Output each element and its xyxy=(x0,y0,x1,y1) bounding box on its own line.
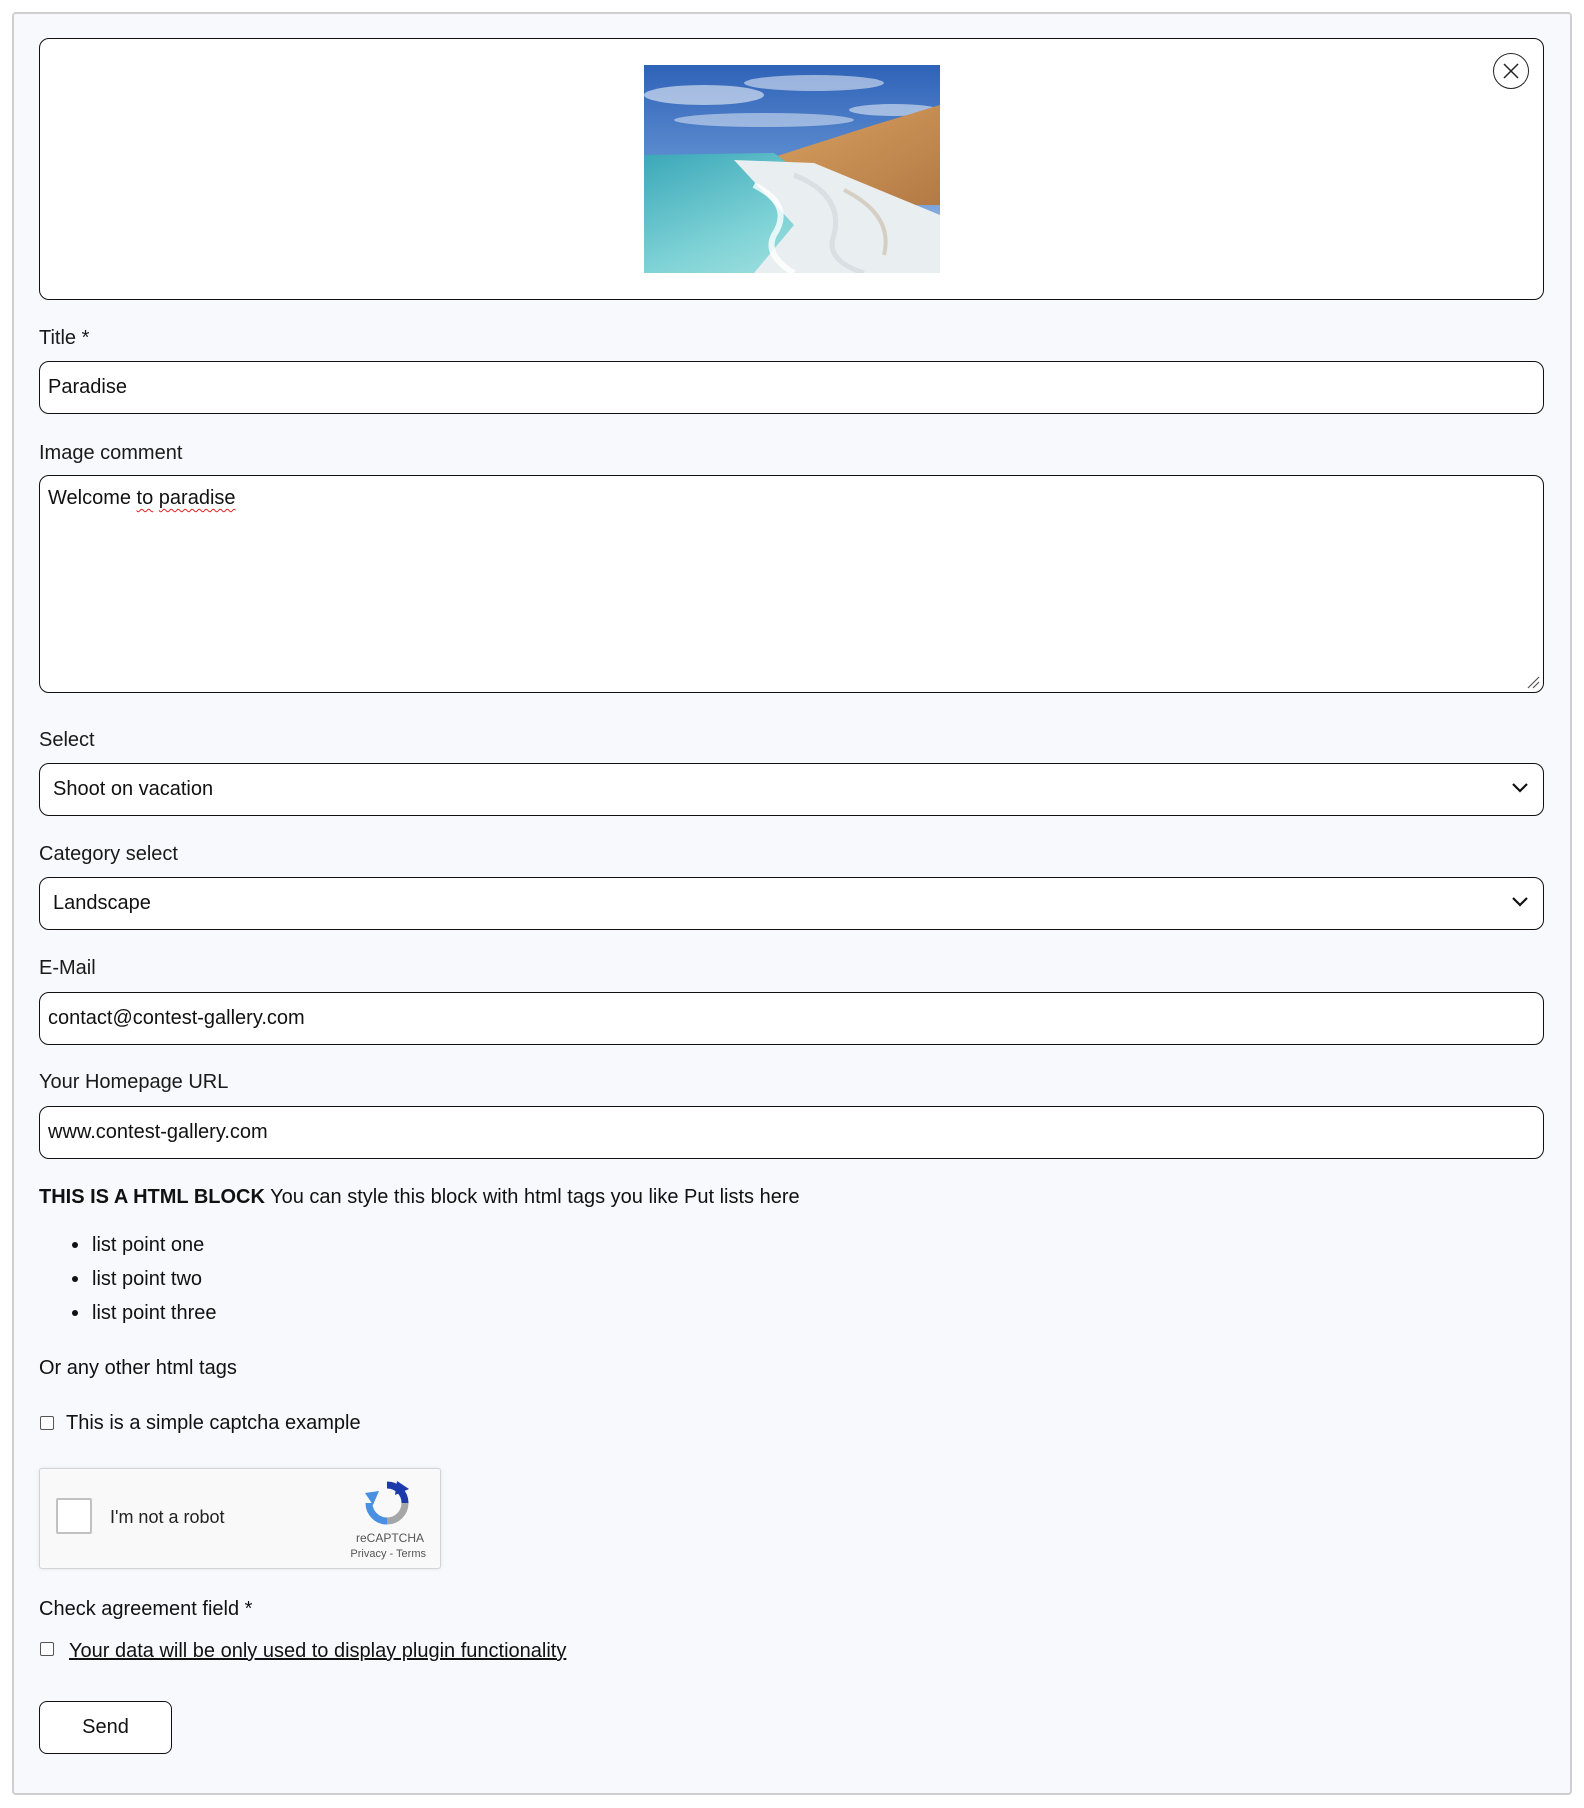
category-select-value: Landscape xyxy=(53,892,151,914)
title-input[interactable]: Paradise xyxy=(39,361,1544,414)
select-value: Shoot on vacation xyxy=(53,778,214,800)
html-block-text: You can style this block with html tags you like Put lists here xyxy=(264,1186,800,1208)
beach-photo xyxy=(644,65,940,273)
simple-captcha-label: This is a simple captcha example xyxy=(66,1412,361,1434)
recaptcha-privacy-terms[interactable]: Privacy - Terms xyxy=(350,1548,426,1560)
recaptcha-widget xyxy=(39,1468,441,1569)
recaptcha-checkbox[interactable] xyxy=(56,1498,92,1534)
comment-text-flagged-word: to xyxy=(136,487,154,509)
html-block-intro xyxy=(39,1185,800,1209)
title-label: Title * xyxy=(39,327,90,349)
list-item: list point one xyxy=(39,1233,217,1267)
image-upload-area[interactable] xyxy=(39,38,1544,300)
email-label: E-Mail xyxy=(39,957,96,979)
agreement-link[interactable]: Your data will be only used to display plugin functionality xyxy=(69,1640,567,1662)
homepage-url-input[interactable]: www.contest-gallery.com xyxy=(39,1106,1544,1159)
image-comment-label: Image comment xyxy=(39,442,183,464)
html-block-heading: THIS IS A HTML BLOCK xyxy=(39,1186,265,1208)
select-dropdown[interactable] xyxy=(39,763,1544,816)
agreement-label: Check agreement field * xyxy=(39,1598,253,1620)
select-label: Select xyxy=(39,729,95,751)
recaptcha-label: I'm not a robot xyxy=(110,1507,225,1527)
email-input[interactable]: contact@contest-gallery.com xyxy=(39,992,1544,1045)
resize-grip-icon[interactable] xyxy=(1526,675,1540,689)
simple-captcha-checkbox[interactable] xyxy=(40,1416,54,1430)
category-select-label: Category select xyxy=(39,843,178,865)
homepage-url-label: Your Homepage URL xyxy=(39,1071,229,1093)
category-select-dropdown[interactable] xyxy=(39,877,1544,930)
close-icon xyxy=(1503,63,1519,79)
send-button[interactable]: Send xyxy=(39,1701,172,1754)
recaptcha-brand: reCAPTCHA xyxy=(355,1531,424,1545)
html-block-footer: Or any other html tags xyxy=(39,1357,237,1379)
list-item: list point two xyxy=(39,1267,217,1301)
list-item: list point three xyxy=(39,1301,217,1335)
agreement-checkbox[interactable] xyxy=(40,1642,54,1656)
remove-image-button[interactable] xyxy=(1493,53,1529,89)
image-preview xyxy=(644,65,940,273)
recaptcha-logo-icon xyxy=(365,1481,409,1525)
comment-text: Welcome xyxy=(48,487,137,509)
html-block-list xyxy=(39,1233,217,1335)
image-comment-textarea[interactable] xyxy=(39,475,1544,693)
chevron-down-icon xyxy=(1511,896,1529,908)
comment-text-flagged-word: paradise xyxy=(158,487,236,509)
chevron-down-icon xyxy=(1511,782,1529,794)
